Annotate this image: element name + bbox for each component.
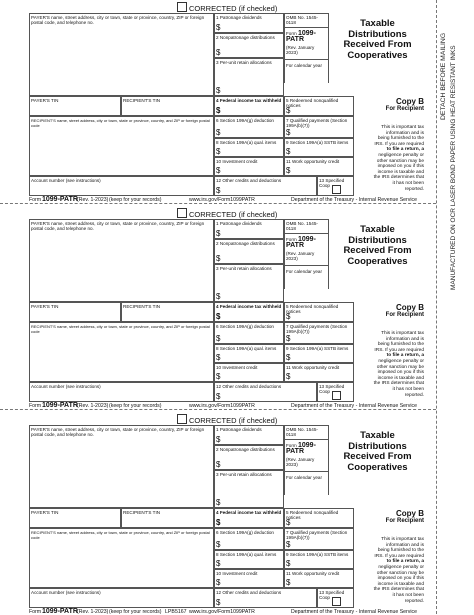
notice-line: reported. bbox=[404, 598, 424, 604]
corrected-checkbox-row[interactable] bbox=[177, 414, 277, 425]
box-1-patronage-dividends[interactable] bbox=[214, 13, 284, 33]
box-5-label: 5 Redeemed nonqualified notices bbox=[286, 510, 339, 521]
box-4-dollar: $ bbox=[216, 106, 221, 115]
box-1-patronage-dividends[interactable] bbox=[214, 425, 284, 445]
box-10-dollar: $ bbox=[216, 578, 221, 587]
box-13-label: 13 Specified Coop bbox=[319, 178, 345, 189]
form-title bbox=[329, 219, 426, 289]
box-12-label: 12 Other credits and deductions bbox=[216, 178, 282, 183]
footer-dept: Department of the Treasury - Internal Revenue Service bbox=[291, 609, 418, 615]
box-12-other-credits[interactable] bbox=[214, 382, 317, 402]
form-name: 1099-PATR bbox=[286, 30, 316, 43]
payer-name-label: PAYER'S name, street address, city or town, state or province, country, ZIP or foreign postal code, and telephone no. bbox=[31, 15, 205, 26]
form-name: 1099-PATR bbox=[286, 442, 316, 455]
box-10-investment-credit[interactable] bbox=[214, 569, 284, 588]
recipient-name-field[interactable] bbox=[29, 322, 214, 382]
box-9-sstb-items[interactable] bbox=[284, 550, 354, 569]
footer-keep: (keep for your records) bbox=[109, 609, 162, 615]
box-9-sstb-items[interactable] bbox=[284, 344, 354, 363]
notice-line: the IRS determines that bbox=[373, 587, 424, 593]
account-number-label: Account number (see instructions) bbox=[31, 178, 101, 183]
payer-tin-label: PAYER'S TIN bbox=[31, 304, 59, 309]
notice-line: income is taxable and bbox=[377, 375, 424, 381]
box-6-label: 6 Section 199A(g) deduction bbox=[216, 530, 274, 535]
notice-line: negligence penalty or bbox=[378, 564, 424, 570]
perforation-line-2 bbox=[0, 409, 436, 410]
recipient-tin-field[interactable] bbox=[121, 508, 214, 528]
tax-notice bbox=[345, 331, 426, 398]
notice-line: imposed on you if this bbox=[377, 164, 424, 170]
footer-form-name: 1099-PATR bbox=[42, 608, 78, 615]
box-13-checkbox[interactable] bbox=[332, 391, 341, 400]
form-grid bbox=[29, 425, 426, 608]
box-8-dollar: $ bbox=[216, 559, 221, 568]
box-11-work-opportunity[interactable] bbox=[284, 363, 354, 382]
box-10-label: 10 Investment credit bbox=[216, 571, 258, 576]
box-10-dollar: $ bbox=[216, 372, 221, 381]
box-9-label: 9 Section 199A(a) SSTB items bbox=[286, 552, 349, 557]
box-12-label: 12 Other credits and deductions bbox=[216, 384, 282, 389]
box-5-dollar: $ bbox=[286, 518, 291, 527]
notice-line: information and is bbox=[386, 542, 424, 548]
box-1-label: 1 Patronage dividends bbox=[216, 15, 262, 20]
payer-tin-label: PAYER'S TIN bbox=[31, 98, 59, 103]
box-2-dollar: $ bbox=[216, 460, 221, 469]
recipient-tin-label: RECIPIENT'S TIN bbox=[123, 98, 161, 103]
box-4-dollar: $ bbox=[216, 518, 221, 527]
box-11-dollar: $ bbox=[286, 578, 291, 587]
notice-line: This is important tax bbox=[381, 125, 424, 130]
notice-line: other sanction may be bbox=[376, 158, 424, 164]
form-grid bbox=[29, 219, 426, 402]
box-10-investment-credit[interactable] bbox=[214, 157, 284, 176]
box-2-dollar: $ bbox=[216, 48, 221, 57]
footer-url: www.irs.gov/Form1099PATR bbox=[189, 609, 255, 615]
recipient-name-label: RECIPIENT'S name, street address, city or town, state or province, country, and ZIP or foreign postal code bbox=[31, 118, 210, 129]
box-13-label: 13 Specified Coop bbox=[319, 590, 345, 601]
account-number-field[interactable] bbox=[29, 176, 214, 196]
box-4-federal-tax[interactable] bbox=[214, 508, 284, 528]
recipient-name-field[interactable] bbox=[29, 528, 214, 588]
account-number-field[interactable] bbox=[29, 588, 214, 608]
box-6-dollar: $ bbox=[216, 334, 221, 343]
footer-dept: Department of the Treasury - Internal Revenue Service bbox=[291, 197, 418, 203]
form-word: Form bbox=[286, 443, 297, 449]
footer-rev: (Rev. 1-2023) bbox=[77, 609, 109, 615]
box-5-dollar: $ bbox=[286, 106, 291, 115]
notice-line: This is important tax bbox=[381, 331, 424, 336]
form-rev: (Rev. January 2023) bbox=[286, 44, 315, 56]
box-3-per-unit-retain[interactable] bbox=[214, 58, 284, 96]
box-12-other-credits[interactable] bbox=[214, 176, 317, 196]
payer-name-label: PAYER'S name, street address, city or town, state or province, country, ZIP or foreign postal code, and telephone no. bbox=[31, 221, 205, 232]
copy-b-label bbox=[329, 509, 426, 525]
title-line-1: Taxable bbox=[360, 224, 395, 235]
footer-rev: (Rev. 1-2023) bbox=[77, 403, 109, 409]
perforation-line-1 bbox=[0, 203, 436, 204]
box-3-dollar: $ bbox=[216, 292, 221, 301]
form-name: 1099-PATR bbox=[286, 236, 316, 249]
box-4-label: 4 Federal income tax withheld bbox=[216, 510, 282, 515]
recipient-tin-field[interactable] bbox=[121, 302, 214, 322]
box-10-dollar: $ bbox=[216, 166, 221, 175]
box-11-work-opportunity[interactable] bbox=[284, 569, 354, 588]
notice-line: the IRS determines that bbox=[373, 381, 424, 387]
box-8-qual-items[interactable] bbox=[214, 344, 284, 363]
notice-line: imposed on you if this bbox=[377, 370, 424, 376]
detach-notice: DETACH BEFORE MAILING bbox=[440, 32, 447, 120]
title-line-4: Cooperatives bbox=[347, 461, 408, 473]
notice-line: other sanction may be bbox=[376, 570, 424, 576]
omb-number: OMB No. 1545-0118 bbox=[286, 15, 318, 26]
box-9-label: 9 Section 199A(a) SSTB items bbox=[286, 140, 349, 145]
box-8-qual-items[interactable] bbox=[214, 138, 284, 157]
recipient-name-field[interactable] bbox=[29, 116, 214, 176]
box-6-199a-deduction[interactable] bbox=[214, 322, 284, 344]
copy-recipient: For Recipient bbox=[385, 106, 424, 112]
box-12-dollar: $ bbox=[216, 598, 221, 607]
notice-line: income is taxable and bbox=[377, 169, 424, 175]
calendar-year-label: For calendar year bbox=[286, 63, 323, 69]
notice-line: information and is bbox=[386, 130, 424, 136]
box-10-label: 10 Investment credit bbox=[216, 365, 258, 370]
box-7-qualified-payments[interactable] bbox=[284, 116, 354, 138]
box-11-work-opportunity[interactable] bbox=[284, 157, 354, 176]
box-3-per-unit-retain[interactable] bbox=[214, 470, 284, 508]
notice-line: reported. bbox=[404, 392, 424, 398]
form-id-block bbox=[284, 425, 329, 495]
footer-url: www.irs.gov/Form1099PATR bbox=[189, 197, 255, 203]
recipient-tin-label: RECIPIENT'S TIN bbox=[123, 510, 161, 515]
payer-tin-field[interactable] bbox=[29, 508, 121, 528]
payer-tin-field[interactable] bbox=[29, 302, 121, 322]
notice-line: This is important tax bbox=[381, 537, 424, 542]
box-7-dollar: $ bbox=[286, 540, 291, 549]
box-4-label: 4 Federal income tax withheld bbox=[216, 98, 282, 103]
box-9-label: 9 Section 199A(a) SSTB items bbox=[286, 346, 349, 351]
box-7-label: 7 Qualified payments (Section 199A(b)(7)) bbox=[286, 118, 348, 129]
box-1-patronage-dividends[interactable] bbox=[214, 219, 284, 239]
box-11-dollar: $ bbox=[286, 372, 291, 381]
box-1-dollar: $ bbox=[216, 23, 221, 32]
form-id-block bbox=[284, 219, 329, 289]
box-2-label: 2 Nonpatronage distributions bbox=[216, 447, 275, 452]
box-12-dollar: $ bbox=[216, 392, 221, 401]
box-4-dollar: $ bbox=[216, 312, 221, 321]
payer-name-label: PAYER'S name, street address, city or town, state or province, country, ZIP or foreign postal code, and telephone no. bbox=[31, 427, 205, 438]
footer-form-word: Form bbox=[29, 609, 42, 615]
box-4-label: 4 Federal income tax withheld bbox=[216, 304, 282, 309]
notice-line: IRS. If you are required bbox=[374, 347, 424, 353]
corrected-label: CORRECTED (if checked) bbox=[189, 210, 278, 219]
corrected-checkbox-row[interactable] bbox=[177, 208, 277, 219]
box-9-dollar: $ bbox=[286, 353, 291, 362]
account-number-label: Account number (see instructions) bbox=[31, 590, 101, 595]
title-line-4: Cooperatives bbox=[347, 49, 408, 61]
account-number-label: Account number (see instructions) bbox=[31, 384, 101, 389]
notice-line: imposed on you if this bbox=[377, 576, 424, 582]
box-13-checkbox[interactable] bbox=[332, 185, 341, 194]
box-4-federal-tax[interactable] bbox=[214, 96, 284, 116]
box-7-qualified-payments[interactable] bbox=[284, 528, 354, 550]
box-1-dollar: $ bbox=[216, 435, 221, 444]
form-rev: (Rev. January 2023) bbox=[286, 456, 315, 468]
box-7-label: 7 Qualified payments (Section 199A(b)(7)) bbox=[286, 324, 348, 335]
box-8-label: 8 Section 199A(a) qual. items bbox=[216, 140, 277, 145]
box-3-label: 3 Per-unit retain allocations bbox=[216, 60, 272, 65]
tax-notice bbox=[345, 125, 426, 192]
box-9-sstb-items[interactable] bbox=[284, 138, 354, 157]
box-7-label: 7 Qualified payments (Section 199A(b)(7)) bbox=[286, 530, 348, 541]
notice-line: reported. bbox=[404, 186, 424, 192]
manufacturer-notice: MANUFACTURED ON OCR LASER BOND PAPER USING HEAT RESISTANT INKS bbox=[450, 45, 457, 290]
box-6-dollar: $ bbox=[216, 540, 221, 549]
box-9-dollar: $ bbox=[286, 559, 291, 568]
box-2-nonpatronage[interactable] bbox=[214, 445, 284, 470]
copy-recipient: For Recipient bbox=[385, 312, 424, 318]
omb-number: OMB No. 1545-0118 bbox=[286, 427, 318, 438]
box-8-label: 8 Section 199A(a) qual. items bbox=[216, 552, 277, 557]
calendar-year-label: For calendar year bbox=[286, 269, 323, 275]
box-3-dollar: $ bbox=[216, 86, 221, 95]
footer-dept: Department of the Treasury - Internal Revenue Service bbox=[291, 403, 418, 409]
form-title bbox=[329, 13, 426, 83]
box-11-label: 11 Work opportunity credit bbox=[286, 159, 340, 164]
corrected-label: CORRECTED (if checked) bbox=[189, 4, 278, 13]
corrected-checkbox[interactable] bbox=[177, 414, 187, 424]
payer-name-field[interactable] bbox=[29, 219, 214, 302]
box-8-qual-items[interactable] bbox=[214, 550, 284, 569]
box-6-199a-deduction[interactable] bbox=[214, 116, 284, 138]
payer-tin-label: PAYER'S TIN bbox=[31, 510, 59, 515]
notice-line: to file a return, a bbox=[386, 559, 424, 565]
box-12-other-credits[interactable] bbox=[214, 588, 317, 608]
recipient-name-label: RECIPIENT'S name, street address, city or town, state or province, country, and ZIP or foreign postal code bbox=[31, 530, 210, 541]
copy-b-label bbox=[329, 97, 426, 113]
title-line-2: Distributions bbox=[348, 440, 407, 452]
box-6-199a-deduction[interactable] bbox=[214, 528, 284, 550]
copy-name: Copy B bbox=[396, 509, 424, 518]
footer-rev: (Rev. 1-2023) bbox=[77, 197, 109, 203]
box-4-federal-tax[interactable] bbox=[214, 302, 284, 322]
form-word: Form bbox=[286, 237, 297, 243]
notice-line: income is taxable and bbox=[377, 581, 424, 587]
perforation-line-vertical bbox=[436, 0, 437, 614]
box-2-nonpatronage[interactable] bbox=[214, 33, 284, 58]
notice-line: other sanction may be bbox=[376, 364, 424, 370]
calendar-year-label: For calendar year bbox=[286, 475, 323, 481]
title-line-2: Distributions bbox=[348, 28, 407, 40]
notice-line: being furnished to the bbox=[377, 136, 424, 142]
box-12-label: 12 Other credits and deductions bbox=[216, 590, 282, 595]
notice-line: IRS. If you are required bbox=[374, 553, 424, 559]
box-13-checkbox[interactable] bbox=[332, 597, 341, 606]
box-7-dollar: $ bbox=[286, 334, 291, 343]
notice-line: the IRS determines that bbox=[373, 175, 424, 181]
footer-form-name: 1099-PATR bbox=[42, 196, 78, 203]
box-6-dollar: $ bbox=[216, 128, 221, 137]
box-10-investment-credit[interactable] bbox=[214, 363, 284, 382]
box-13-label: 13 Specified Coop bbox=[319, 384, 345, 395]
footer-lpb: LPB bbox=[165, 609, 175, 615]
notice-line: it has not been bbox=[392, 386, 424, 392]
footer-keep: (keep for your records) bbox=[109, 197, 162, 203]
box-12-dollar: $ bbox=[216, 186, 221, 195]
box-7-dollar: $ bbox=[286, 128, 291, 137]
box-6-label: 6 Section 199A(g) deduction bbox=[216, 118, 274, 123]
recipient-tin-label: RECIPIENT'S TIN bbox=[123, 304, 161, 309]
tax-notice bbox=[345, 537, 426, 604]
box-2-dollar: $ bbox=[216, 254, 221, 263]
footer-form-name: 1099-PATR bbox=[42, 402, 78, 409]
box-11-label: 11 Work opportunity credit bbox=[286, 365, 340, 370]
box-3-dollar: $ bbox=[216, 498, 221, 507]
notice-line: it has not been bbox=[392, 180, 424, 186]
box-9-dollar: $ bbox=[286, 147, 291, 156]
box-1-label: 1 Patronage dividends bbox=[216, 221, 262, 226]
box-7-qualified-payments[interactable] bbox=[284, 322, 354, 344]
box-8-dollar: $ bbox=[216, 353, 221, 362]
box-3-label: 3 Per-unit retain allocations bbox=[216, 472, 272, 477]
box-11-dollar: $ bbox=[286, 166, 291, 175]
box-10-label: 10 Investment credit bbox=[216, 159, 258, 164]
box-2-label: 2 Nonpatronage distributions bbox=[216, 241, 275, 246]
box-8-dollar: $ bbox=[216, 147, 221, 156]
footer-keep: (keep for your records) bbox=[109, 403, 162, 409]
form-word: Form bbox=[286, 31, 297, 37]
title-line-3: Received From bbox=[343, 245, 412, 256]
account-number-field[interactable] bbox=[29, 382, 214, 402]
corrected-checkbox[interactable] bbox=[177, 2, 187, 12]
title-line-4: Cooperatives bbox=[347, 255, 408, 267]
notice-line: it has not been bbox=[392, 592, 424, 598]
copy-recipient: For Recipient bbox=[385, 518, 424, 524]
notice-line: being furnished to the bbox=[377, 548, 424, 554]
box-2-label: 2 Nonpatronage distributions bbox=[216, 35, 275, 40]
title-line-3: Received From bbox=[343, 39, 412, 50]
corrected-checkbox[interactable] bbox=[177, 208, 187, 218]
title-line-3: Received From bbox=[343, 451, 412, 462]
box-11-label: 11 Work opportunity credit bbox=[286, 571, 340, 576]
box-5-dollar: $ bbox=[286, 312, 291, 321]
box-8-label: 8 Section 199A(a) qual. items bbox=[216, 346, 277, 351]
copy-b-label bbox=[329, 303, 426, 319]
box-5-label: 5 Redeemed nonqualified notices bbox=[286, 98, 339, 109]
copy-name: Copy B bbox=[396, 303, 424, 312]
recipient-name-label: RECIPIENT'S name, street address, city or town, state or province, country, and ZIP or foreign postal code bbox=[31, 324, 210, 335]
box-5-label: 5 Redeemed nonqualified notices bbox=[286, 304, 339, 315]
title-line-2: Distributions bbox=[348, 234, 407, 246]
box-1-label: 1 Patronage dividends bbox=[216, 427, 262, 432]
box-3-label: 3 Per-unit retain allocations bbox=[216, 266, 272, 271]
notice-line: negligence penalty or bbox=[378, 152, 424, 158]
footer-form-word: Form bbox=[29, 403, 42, 409]
payer-name-field[interactable] bbox=[29, 13, 214, 96]
form-title bbox=[329, 425, 426, 495]
notice-line: being furnished to the bbox=[377, 342, 424, 348]
footer-url: www.irs.gov/Form1099PATR bbox=[189, 403, 255, 409]
recipient-tin-field[interactable] bbox=[121, 96, 214, 116]
copy-name: Copy B bbox=[396, 97, 424, 106]
notice-line: IRS. If you are required bbox=[374, 141, 424, 147]
box-2-nonpatronage[interactable] bbox=[214, 239, 284, 264]
notice-line: to file a return, a bbox=[386, 147, 424, 153]
omb-number: OMB No. 1545-0118 bbox=[286, 221, 318, 232]
form-id-block bbox=[284, 13, 329, 83]
box-6-label: 6 Section 199A(g) deduction bbox=[216, 324, 274, 329]
title-line-1: Taxable bbox=[360, 18, 395, 29]
box-1-dollar: $ bbox=[216, 229, 221, 238]
box-3-per-unit-retain[interactable] bbox=[214, 264, 284, 302]
notice-line: to file a return, a bbox=[386, 353, 424, 359]
corrected-label: CORRECTED (if checked) bbox=[189, 416, 278, 425]
form-grid bbox=[29, 13, 426, 196]
footer-form-word: Form bbox=[29, 197, 42, 203]
payer-tin-field[interactable] bbox=[29, 96, 121, 116]
notice-line: information and is bbox=[386, 336, 424, 342]
title-line-1: Taxable bbox=[360, 430, 395, 441]
corrected-checkbox-row[interactable] bbox=[177, 2, 277, 13]
footer-code: 5167 bbox=[175, 609, 187, 615]
notice-line: negligence penalty or bbox=[378, 358, 424, 364]
form-rev: (Rev. January 2023) bbox=[286, 250, 315, 262]
payer-name-field[interactable] bbox=[29, 425, 214, 508]
